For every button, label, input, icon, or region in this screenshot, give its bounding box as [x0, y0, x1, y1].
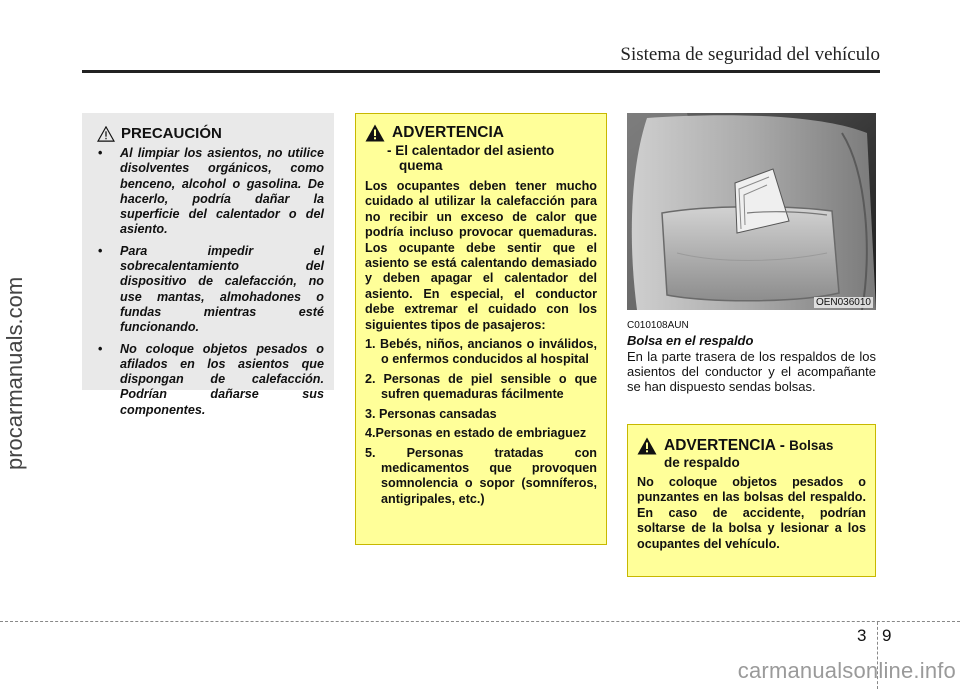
- caution-box: [82, 113, 334, 417]
- chapter-number: 3: [857, 626, 867, 645]
- side-watermark-text: procarmanuals.com: [2, 276, 27, 470]
- warning-heater-title: ADVERTENCIA: [392, 124, 504, 141]
- warning-pocket-heading: [637, 437, 866, 470]
- seatback-pocket-photo: [627, 113, 876, 310]
- caution-heading: [97, 125, 324, 142]
- side-watermark: [2, 276, 38, 471]
- caution-item: • No coloque objetos pesados o afilados en los asientos que dispongan de calefacción. Podrían dañarse sus componentes.: [92, 342, 324, 418]
- caution-title: PRECAUCIÓN: [121, 125, 222, 142]
- warning-heater-body: Los ocupantes deben tener mucho cuidado al utilizar la calefacción para no recibir un exceso de calor que podría incluso provocar quemaduras. Los ocupante debe sentir que el asiento se está calentando demasiado y deben apagar el calentador del asiento. En especial, el conductor debe extremar el cuidado con los siguientes tipos de pasajeros:: [365, 179, 597, 332]
- caution-list: [92, 146, 324, 418]
- photo-code: OEN036010: [815, 297, 871, 308]
- passenger-type-item: 3. Personas cansadas: [365, 406, 497, 421]
- warning-pocket-body: No coloque objetos pesados o punzantes en las bolsas del respaldo. En caso de accidente, podrían soltarse de la bolsa y lesionar a los ocupantes del vehículo.: [637, 475, 866, 551]
- section-code: C010108AUN: [627, 320, 689, 331]
- footer-rule: [0, 621, 960, 622]
- warning-pocket-title-small: Bolsas: [789, 438, 834, 453]
- caution-item: • Al limpiar los asientos, no utilice disolventes orgánicos, como benceno, alcohol o gasolina. De hacerlo, podría dañar la superficie del calentador o del asiento.: [92, 146, 324, 238]
- warning-triangle-filled-icon: [365, 124, 385, 142]
- passenger-type-item: 4.Personas en estado de embriaguez: [365, 426, 587, 441]
- page-number: 9: [882, 626, 892, 645]
- warning-heater-heading: [365, 124, 597, 142]
- caution-item: • Para impedir el sobrecalentamiento del dispositivo de calefacción, no use mantas, almohadones o fundas mientras esté funcionando.: [92, 244, 324, 336]
- warning-heater-subtitle: - El calentador del asiento quema: [387, 143, 555, 173]
- footer-watermark: carmanualsonline.info: [737, 658, 956, 683]
- warning-pocket-title-dash: -: [775, 437, 790, 454]
- passenger-type-item: 2. Personas de piel sensible o que sufren quemaduras fácilmente: [365, 371, 597, 402]
- section-text: En la parte trasera de los respaldos de los asientos del conductor y el acompañante se han dispuesto sendas bolsas.: [627, 349, 876, 394]
- passenger-type-item: 5. Personas tratadas con medicamentos que provoquen somnolencia o sopor (somníferos, antigripales, etc.): [365, 445, 597, 506]
- warning-pocket-box: [627, 424, 876, 577]
- header-rule: [82, 70, 880, 73]
- section-title: Bolsa en el respaldo: [627, 333, 754, 348]
- passenger-type-list: [365, 337, 597, 507]
- warning-pocket-subtitle: de respaldo: [664, 455, 740, 470]
- warning-pocket-title: [664, 437, 833, 454]
- page-header-title: Sistema de seguridad del vehículo: [620, 44, 880, 65]
- seatback-pocket-illustration: [627, 113, 876, 310]
- warning-triangle-outline-icon: [97, 126, 115, 142]
- passenger-type-item: 1. Bebés, niños, ancianos o inválidos, o enfermos conducidos al hospital: [365, 337, 597, 367]
- warning-triangle-filled-icon: [637, 437, 657, 455]
- warning-heater-box: [355, 113, 607, 545]
- warning-pocket-title-main: ADVERTENCIA: [664, 437, 776, 454]
